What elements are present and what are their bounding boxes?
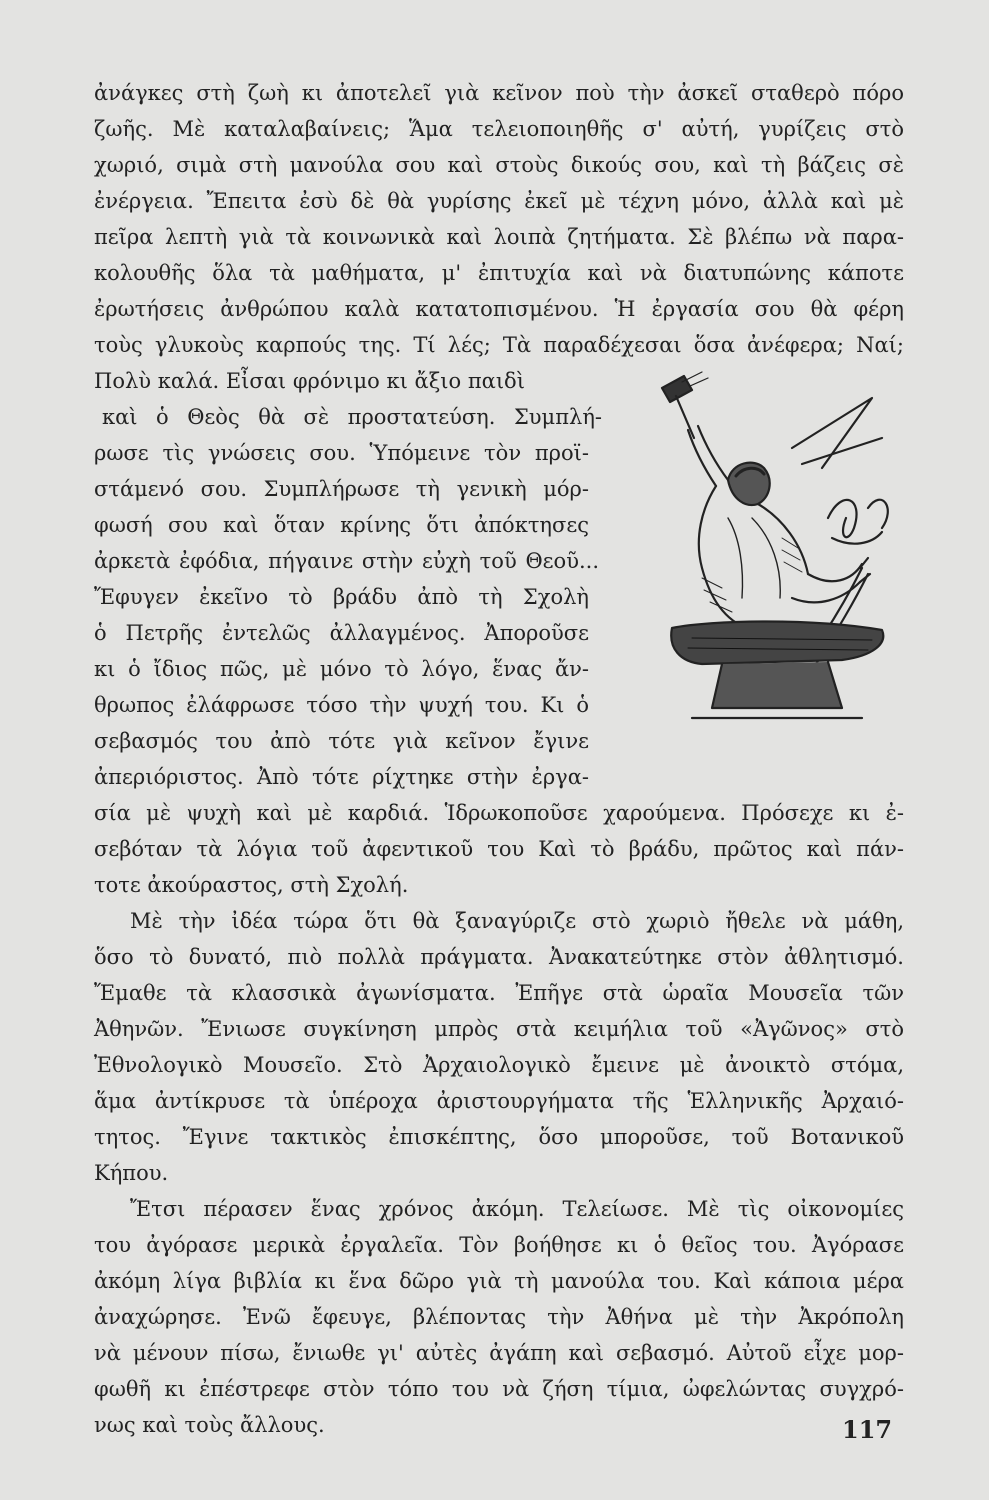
text-line: νὰ μένουν πίσω, ἔνιωθε γι' αὐτὲς ἀγάπη καὶ σεβασμό. Αὐτοῦ εἶχε μορ- [94,1341,904,1365]
text-line: ρωσε τὶς γνώσεις σου. Ὑπόμεινε τὸν προϊ- [94,441,589,465]
text-line: νως καὶ τοὺς ἄλλους. [94,1413,325,1437]
text-line: καὶ ὁ Θεὸς θὰ σὲ προστατεύση. Συμπλή- [102,405,602,429]
text-line: ἀκόμη λίγα βιβλία κι ἕνα δῶρο γιὰ τὴ μανούλα του. Καὶ κάποια μέρα [94,1269,904,1293]
text-line: Μὲ τὴν ἰδέα τώρα ὅτι θὰ ξαναγύριζε στὸ χωριὸ ἤθελε νὰ μάθη, [130,909,904,933]
text-line: τητος. Ἔγινε τακτικὸς ἐπισκέπτης, ὅσο μποροῦσε, τοῦ Βοτανικοῦ [94,1125,904,1149]
text-line: Ἀθηνῶν. Ἔνιωσε συγκίνηση μπρὸς στὰ κειμήλια τοῦ «Ἀγῶνος» στὸ [94,1017,904,1041]
text-line: χωριό, σιμὰ στὴ μανούλα σου καὶ στοὺς δικούς σου, καὶ τὴ βάζεις σὲ [94,153,904,177]
text-line: θρωπος ἐλάφρωσε τόσο τὴν ψυχή του. Κι ὁ [94,693,589,717]
text-line: σία μὲ ψυχὴ καὶ μὲ καρδιά. Ἱδρωκοποῦσε χαρούμενα. Πρόσεχε κι ἐ- [94,801,904,825]
text-line: τοὺς γλυκοὺς καρπούς της. Τί λές; Τὰ παραδέχεσαι ὅσα ἀνέφερα; Ναί; [94,333,904,357]
text-line: ἀναχώρησε. Ἐνῶ ἔφευγε, βλέποντας τὴν Ἀθήνα μὲ τὴν Ἀκρόπολη [94,1305,904,1329]
text-line: του ἀγόρασε μερικὰ ἐργαλεῖα. Τὸν βοήθησε κι ὁ θεῖος του. Ἀγόρασε [94,1233,904,1257]
blacksmith-illustration [632,368,902,738]
text-line: ζωῆς. Μὲ καταλαβαίνεις; Ἅμα τελειοποιηθῆς σ' αὐτή, γυρίζεις στὸ [94,117,904,141]
text-line: ὅσο τὸ δυνατό, πιὸ πολλὰ πράγματα. Ἀνακατεύτηκε στὸν ἀθλητισμό. [94,945,904,969]
text-line: ὁ Πετρῆς ἐντελῶς ἀλλαγμένος. Ἀποροῦσε [94,621,589,645]
text-line: φωσή σου καὶ ὅταν κρίνης ὅτι ἀπόκτησες [94,513,589,537]
text-line: ἐνέργεια. Ἔπειτα ἐσὺ δὲ θὰ γυρίσης ἐκεῖ μὲ τέχνη μόνο, ἀλλὰ καὶ μὲ [94,189,904,213]
text-line: Ἔμαθε τὰ κλασσικὰ ἀγωνίσματα. Ἐπῆγε στὰ ὡραῖα Μουσεῖα τῶν [94,981,904,1005]
text-line: Ἔφυγεν ἐκεῖνο τὸ βράδυ ἀπὸ τὴ Σχολὴ [94,585,589,609]
page-number: 117 [842,1415,893,1444]
text-line: φωθῆ κι ἐπέστρεφε στὸν τόπο του νὰ ζήση τίμια, ὠφελώντας συγχρό- [94,1377,904,1401]
text-line: πεῖρα λεπτὴ γιὰ τὰ κοινωνικὰ καὶ λοιπὰ ζητήματα. Σὲ βλέπω νὰ παρα- [94,225,904,249]
text-line: Πολὺ καλά. Εἶσαι φρόνιμο κι ἄξιο παιδὶ [94,369,525,393]
text-line: ἀρκετὰ ἐφόδια, πήγαινε στὴν εὐχὴ τοῦ Θεοῦ... [94,549,599,573]
text-line: ἅμα ἀντίκρυσε τὰ ὑπέροχα ἀριστουργήματα τῆς Ἑλληνικῆς Ἀρχαιό- [94,1089,904,1113]
text-line: σεβόταν τὰ λόγια τοῦ ἀφεντικοῦ του Καὶ τὸ βράδυ, πρῶτος καὶ πάν- [94,837,904,861]
text-line: σεβασμός του ἀπὸ τότε γιὰ κεῖνον ἔγινε [94,729,589,753]
text-line: Ἐθνολογικὸ Μουσεῖο. Στὸ Ἀρχαιολογικὸ ἔμεινε μὲ ἀνοικτὸ στόμα, [94,1053,904,1077]
text-line: κολουθῆς ὅλα τὰ μαθήματα, μ' ἐπιτυχία καὶ νὰ διατυπώνης κάποτε [94,261,904,285]
text-line: ἐρωτήσεις ἀνθρώπου καλὰ κατατοπισμένου. Ἡ ἐργασία σου θὰ φέρη [94,297,904,321]
text-line: Κήπου. [94,1161,169,1185]
text-line: τοτε ἀκούραστος, στὴ Σχολή. [94,873,409,897]
text-line: ἀπεριόριστος. Ἀπὸ τότε ρίχτηκε στὴν ἐργα- [94,765,589,789]
text-line: κι ὁ ἴδιος πῶς, μὲ μόνο τὸ λόγο, ἕνας ἄν- [94,657,589,681]
text-line: στάμενό σου. Συμπλήρωσε τὴ γενικὴ μόρ- [94,477,589,501]
text-line: Ἔτσι πέρασεν ἕνας χρόνος ἀκόμη. Τελείωσε. Μὲ τὶς οἰκονομίες [130,1197,904,1221]
text-line: ἀνάγκες στὴ ζωὴ κι ἀποτελεῖ γιὰ κεῖνον ποὺ τὴν ἀσκεῖ σταθερὸ πόρο [94,81,904,105]
